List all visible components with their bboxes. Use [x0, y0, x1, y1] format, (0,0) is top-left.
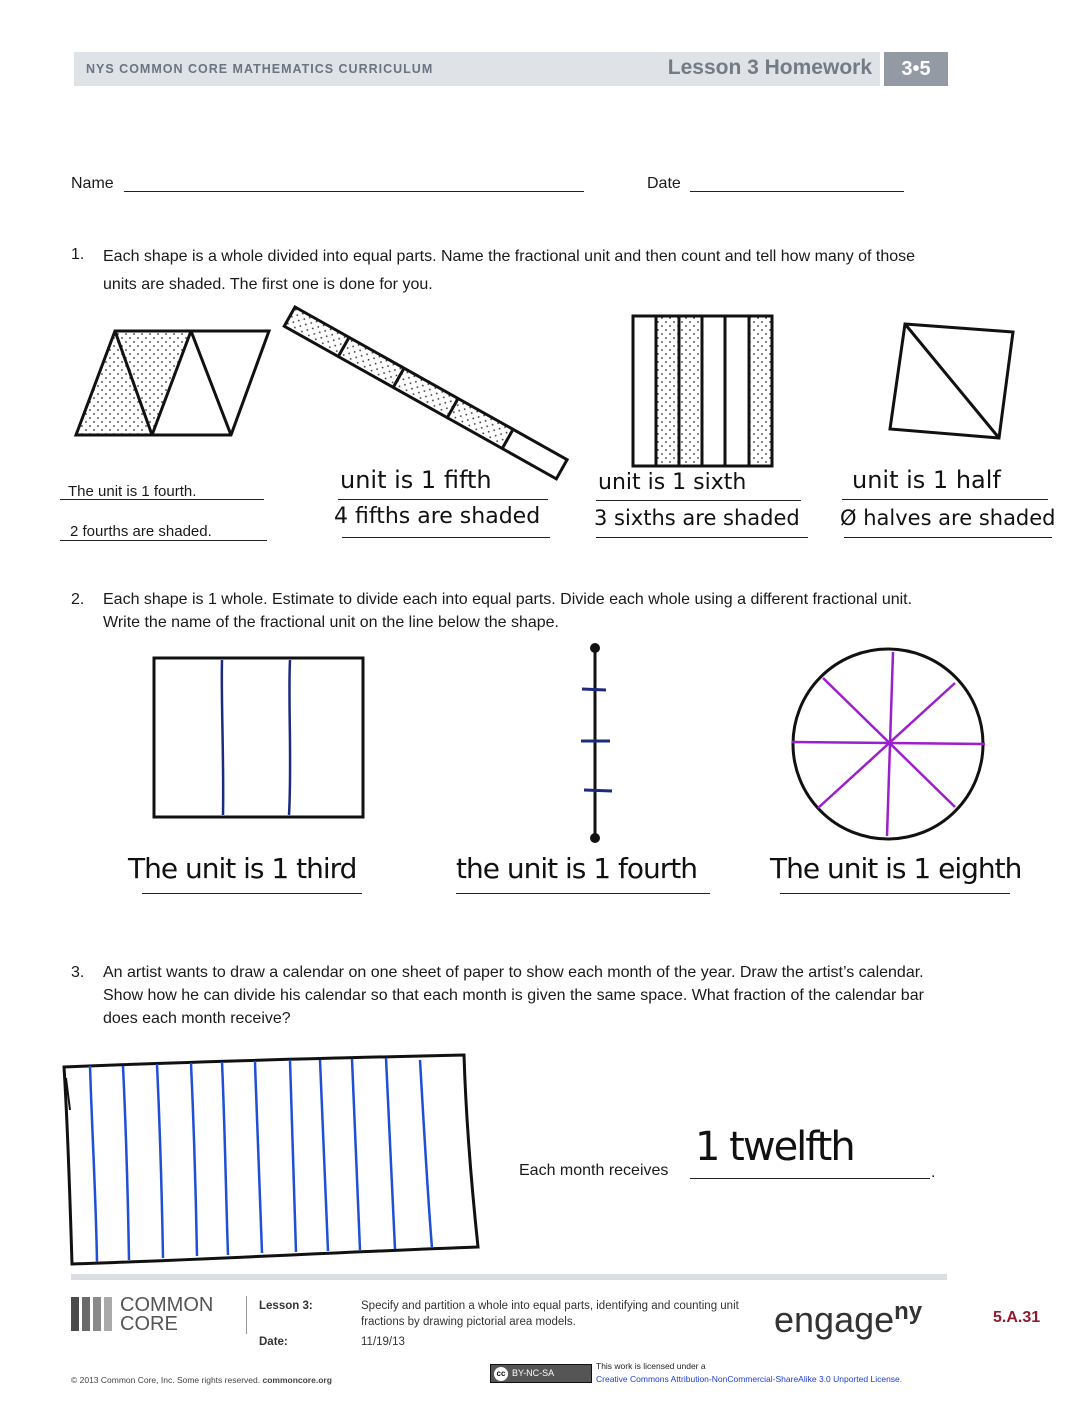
q3-period: . [931, 1164, 936, 1181]
page-code: 5.A.31 [993, 1309, 1041, 1326]
answer2-shaded: 3 sixths are shaded [594, 506, 800, 530]
date-label: Date [647, 175, 681, 192]
q3-answer: 1 twelfth [695, 1124, 854, 1170]
q1-text: Each shape is a whole divided into equal parts. Name the fractional unit and then count and tell how many of those units are shaded. The first one is done for you. [103, 248, 916, 293]
cc-icon: cc [494, 1367, 508, 1381]
name-label: Name [71, 175, 114, 192]
license-intro: This work is licensed under a [596, 1361, 706, 1371]
footer-rule [71, 1274, 947, 1280]
copyright-text: © 2013 Common Core, Inc. Some rights reserved. [71, 1375, 261, 1385]
q2-text: Each shape is 1 whole. Estimate to divide each into equal parts. Divide each whole using a different fractional unit. Write the name of the fractional unit on the line below the shape. [103, 591, 913, 631]
engageny-logo [774, 1298, 922, 1341]
cc-badge [490, 1364, 592, 1383]
example-unit-text: The unit is 1 fourth. [68, 483, 197, 500]
license-link[interactable]: Creative Commons Attribution-NonCommercial-ShareAlike 3.0 Unported License. [596, 1374, 903, 1384]
footer-date-value: 11/19/13 [361, 1336, 405, 1348]
module-badge: 3•5 [884, 52, 948, 86]
logo-line2: CORE [120, 1313, 178, 1335]
footer-lesson-label: Lesson 3: [259, 1300, 313, 1312]
footer-divider [246, 1296, 247, 1334]
q2-number: 2. [71, 591, 85, 608]
answer3-shaded: Ø halves are shaded [840, 506, 1056, 530]
footer-lesson-desc: Specify and partition a whole into equal parts, identifying and counting unit fractions by drawing pictorial area models. [361, 1300, 739, 1328]
copyright [71, 1375, 332, 1385]
logo-line1: COMMON [120, 1294, 214, 1316]
q2-answer-third: The unit is 1 third [128, 852, 357, 885]
answer3-unit: unit is 1 half [852, 466, 1001, 494]
lesson-title: Lesson 3 Homework [667, 56, 872, 79]
cc-badge-text: BY-NC-SA [512, 1368, 555, 1378]
q3-text: An artist wants to draw a calendar on one sheet of paper to show each month of the year. Draw the artist’s calendar. Show how he can divide his calendar so that each month is given the same space. What fraction of the calendar bar does each month receive? [103, 964, 924, 1027]
q3-label: Each month receives [519, 1162, 669, 1179]
engage-sup: ny [894, 1298, 923, 1325]
common-core-logo-icon [71, 1297, 121, 1333]
q2-answer-fourth: the unit is 1 fourth [456, 852, 697, 885]
footer-date-label: Date: [259, 1336, 288, 1348]
q3-answer-line[interactable] [690, 1178, 930, 1179]
engage-text: engage [774, 1299, 895, 1340]
curriculum-title: NYS COMMON CORE MATHEMATICS CURRICULUM [86, 62, 434, 76]
copyright-site: commoncore.org [262, 1375, 332, 1385]
answer1-unit: unit is 1 fifth [340, 466, 492, 494]
q3-number: 3. [71, 964, 85, 981]
answer2-unit: unit is 1 sixth [598, 470, 747, 495]
calendar-month-dividers [90, 1058, 432, 1262]
answer1-shaded: 4 fifths are shaded [334, 504, 541, 529]
example-shaded-text: 2 fourths are shaded. [70, 523, 212, 540]
q2-answer-eighth: The unit is 1 eighth [770, 852, 1022, 885]
q1-number: 1. [71, 246, 85, 263]
